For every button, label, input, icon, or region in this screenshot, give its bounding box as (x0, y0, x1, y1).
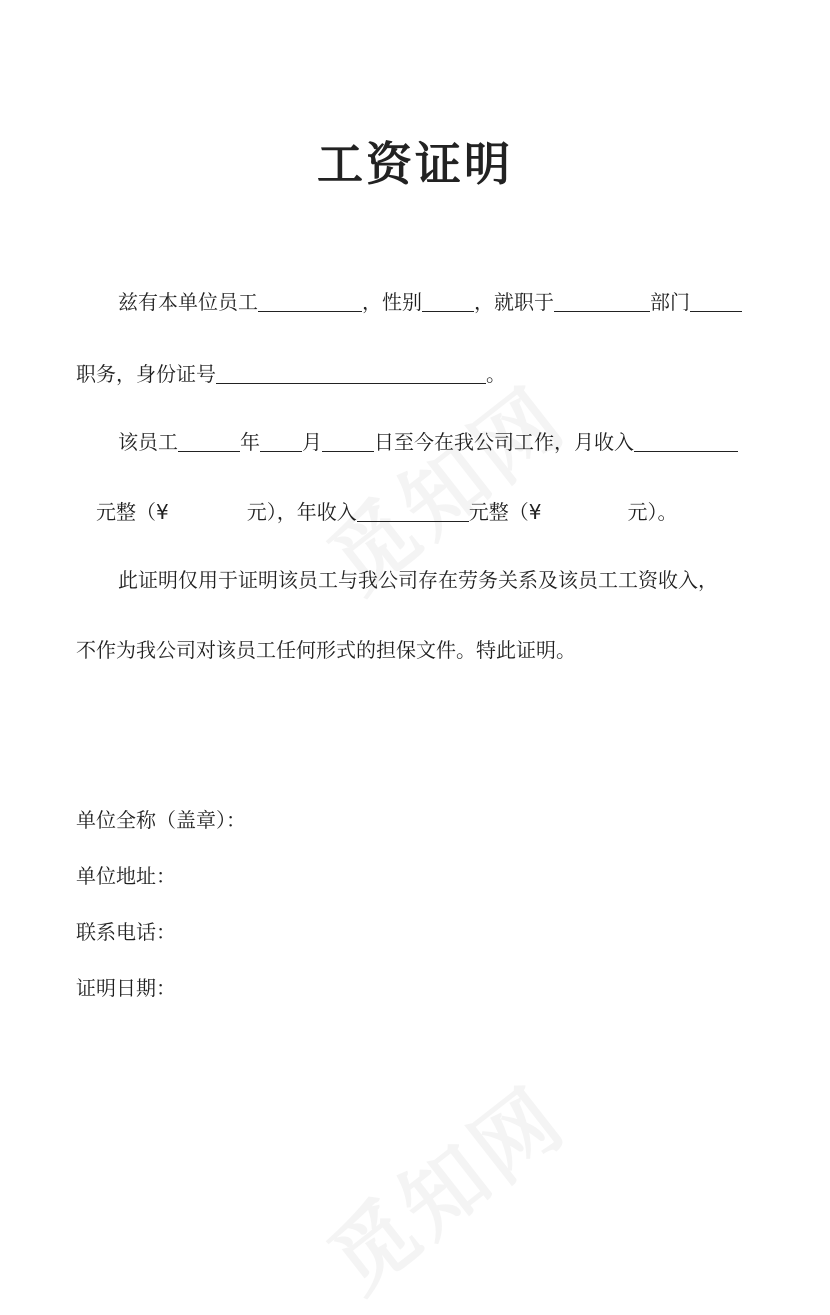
company-address-label: 单位地址： (76, 864, 176, 888)
id-number-blank[interactable] (216, 363, 486, 384)
paragraph-line-2: 职务，身份证号 。 (76, 362, 506, 386)
company-name-label: 单位全称（盖章）： (76, 808, 246, 832)
start-year-blank[interactable] (178, 431, 240, 452)
start-day-blank[interactable] (322, 431, 374, 452)
paragraph-line-5: 此证明仅用于证明该员工与我公司存在劳务关系及该员工工资收入， (118, 568, 718, 592)
watermark (300, 1054, 587, 1315)
monthly-income-blank[interactable] (634, 431, 738, 452)
position-blank[interactable] (690, 291, 742, 312)
paragraph-line-3: 该员工 年 月 日至今在我公司工作，月收入 (118, 428, 738, 456)
paragraph-line-4: 元整（¥ 元），年收入 元整（¥ 元）。 (96, 500, 678, 524)
paragraph-line-1: 兹有本单位员工 ，性别 ，就职于 部门 (118, 288, 742, 316)
gender-blank[interactable] (422, 291, 474, 312)
certificate-date-label: 证明日期： (76, 976, 176, 1000)
page-title: 工资证明 (317, 137, 513, 191)
start-month-blank[interactable] (260, 431, 302, 452)
name-blank[interactable] (258, 291, 362, 312)
paragraph-line-6: 不作为我公司对该员工任何形式的担保文件。特此证明。 (76, 638, 576, 662)
annual-income-blank[interactable] (357, 501, 469, 522)
department-blank[interactable] (554, 291, 650, 312)
contact-phone-label: 联系电话： (76, 920, 176, 944)
